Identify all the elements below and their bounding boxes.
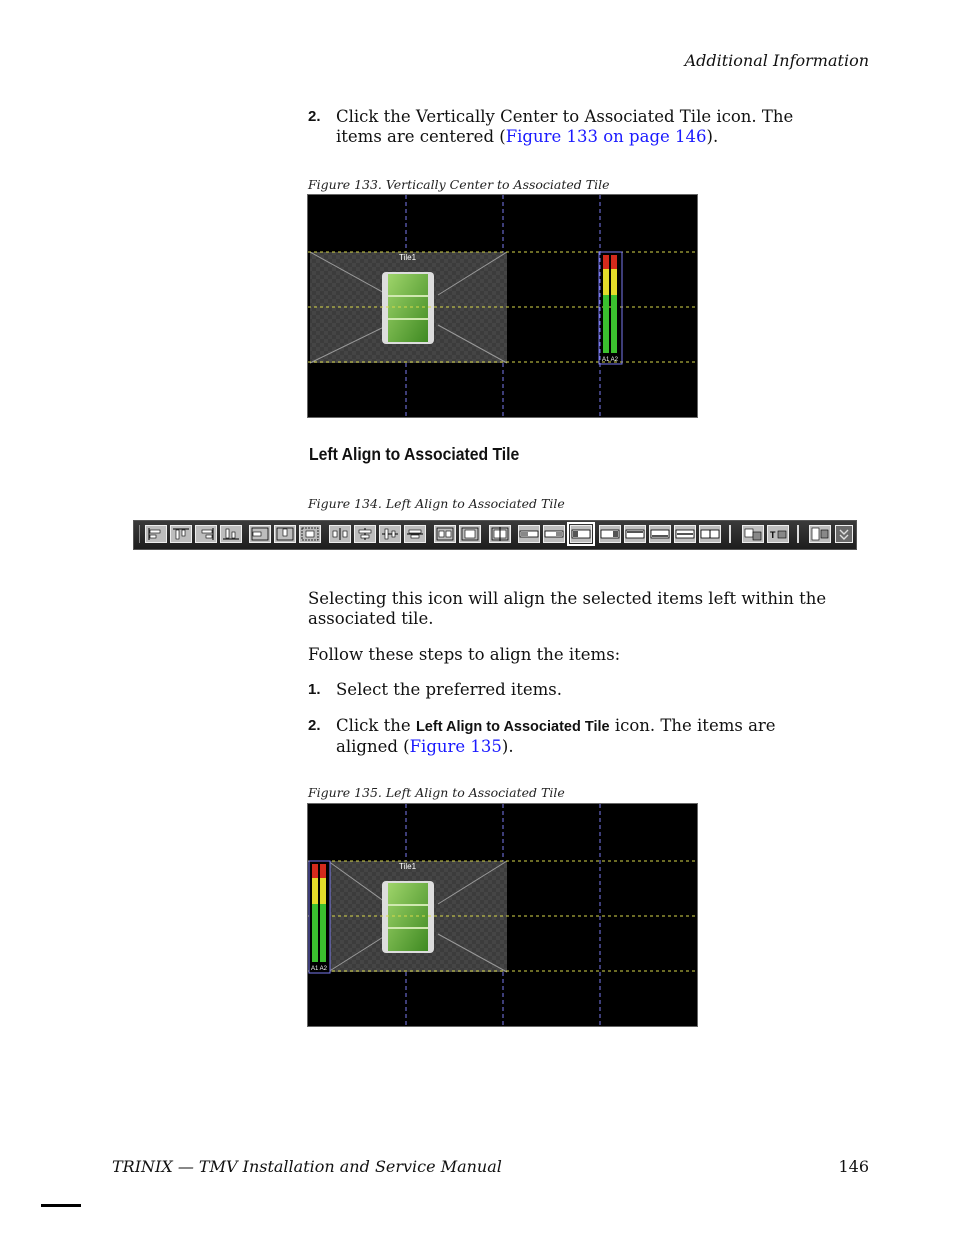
align-both-tile-icon[interactable]	[459, 525, 481, 543]
footer-rule	[41, 1204, 81, 1207]
step-2-text-end: ).	[501, 737, 514, 756]
figure-133-link[interactable]: Figure 133 on page 146	[505, 127, 707, 146]
figure-133-caption: Figure 133. Vertically Center to Associated Tile	[308, 177, 610, 192]
more-icon[interactable]	[835, 525, 853, 543]
step-2-text-after: icon. The items are aligned (	[336, 716, 776, 756]
bottom-align-tile-icon[interactable]	[649, 525, 671, 543]
align-bottom-icon[interactable]	[220, 525, 242, 543]
toolbar-grip[interactable]	[139, 525, 140, 543]
step-2-text	[336, 716, 816, 757]
distribute-v-icon[interactable]	[379, 525, 401, 543]
align-left-icon[interactable]	[145, 525, 167, 543]
svg-text:T: T	[770, 530, 776, 540]
text-top-icon[interactable]	[742, 525, 764, 543]
fit-tile-icon[interactable]	[489, 525, 511, 543]
step-2-ui-label: Left Align to Associated Tile	[415, 719, 610, 735]
left-align-tile-icon[interactable]	[518, 525, 540, 543]
tile-label: Tile1	[399, 253, 417, 262]
align-both-icon[interactable]	[434, 525, 456, 543]
left-align-associated-tile-icon[interactable]	[570, 525, 592, 543]
center-tile-icon[interactable]	[299, 525, 321, 543]
distribute-h-icon[interactable]	[329, 525, 351, 543]
step-number: 2.	[308, 108, 321, 125]
center-v-icon[interactable]	[404, 525, 426, 543]
meter-label: A1 A2	[311, 966, 328, 972]
toolbar-separator	[729, 525, 731, 543]
section-header: Additional Information	[684, 51, 869, 70]
step-text	[336, 107, 836, 147]
stretch-v-icon[interactable]	[699, 525, 721, 543]
step-2-number: 2.	[308, 717, 321, 734]
step-2-text-before: Click the	[336, 716, 416, 735]
meter-label: A1 A2	[602, 357, 619, 363]
step-text-before: Click the Vertically Center to Associated Tile icon. The items are centered (	[336, 107, 794, 146]
figure-134-caption: Figure 134. Left Align to Associated Tile	[308, 496, 565, 511]
align-right-icon[interactable]	[195, 525, 217, 543]
top-align-tile-icon[interactable]	[624, 525, 646, 543]
tile-label: Tile1	[399, 862, 417, 871]
figure-135-link[interactable]: Figure 135	[409, 737, 502, 756]
align-top-icon[interactable]	[170, 525, 192, 543]
step-text-after: ).	[706, 127, 719, 146]
figure-135-caption: Figure 135. Left Align to Associated Tile	[308, 785, 565, 800]
figure-135-image	[307, 803, 698, 1027]
page-number: 146	[838, 1157, 869, 1176]
center-h-icon[interactable]	[354, 525, 376, 543]
paragraph-description: Selecting this icon will align the selected items left within the associated tile.	[308, 589, 827, 628]
vertical-center-tile-icon[interactable]	[543, 525, 565, 543]
properties-icon[interactable]	[809, 525, 831, 543]
align-top-tile-icon[interactable]	[274, 525, 296, 543]
figure-133-image	[307, 194, 698, 418]
toolbar-separator	[797, 525, 799, 543]
step-1-number: 1.	[308, 681, 321, 698]
section-heading: Left Align to Associated Tile	[309, 444, 520, 464]
footer-title: TRINIX — TMV Installation and Service Manual	[112, 1157, 502, 1176]
stretch-h-icon[interactable]	[674, 525, 696, 543]
text-bottom-icon[interactable]	[767, 525, 789, 543]
align-left-tile-icon[interactable]	[249, 525, 271, 543]
step-1-text: Select the preferred items.	[336, 680, 562, 699]
alignment-toolbar	[133, 520, 857, 550]
right-align-tile-icon[interactable]	[599, 525, 621, 543]
paragraph-steps-intro: Follow these steps to align the items:	[308, 645, 621, 664]
